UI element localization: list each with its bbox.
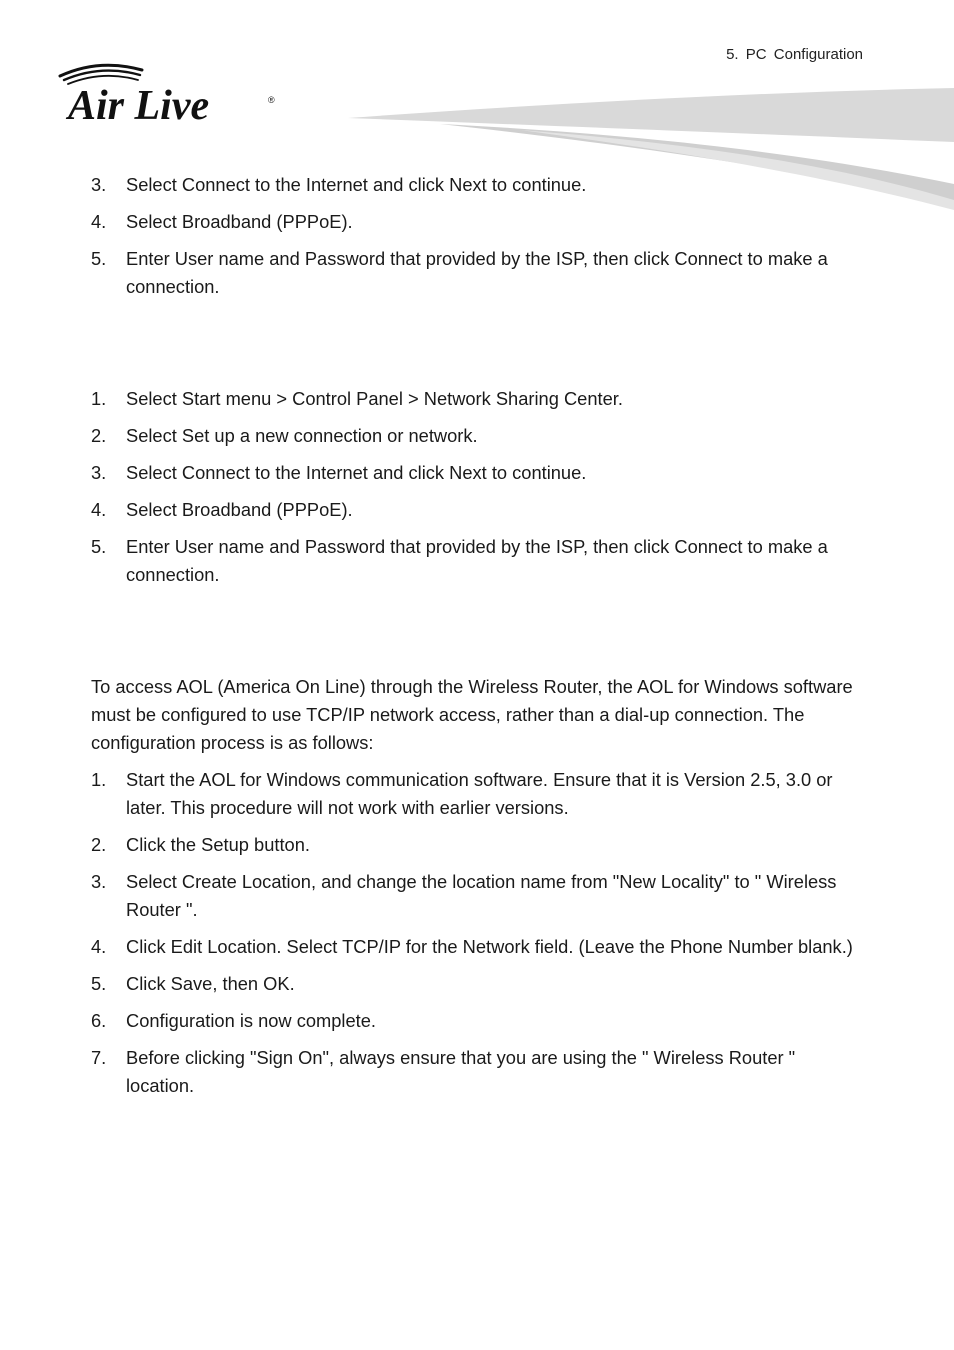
section-aol bbox=[91, 673, 867, 1109]
section-vista-pppoe bbox=[91, 385, 867, 598]
list-item: 4. Select Broadband (PPPoE). bbox=[91, 499, 353, 520]
svg-text:®: ® bbox=[268, 95, 275, 105]
list-item: 5. Enter User name and Password that provided by the ISP, then click Connect to make a connection. bbox=[91, 536, 828, 585]
list-item: 4. Click Edit Location. Select TCP/IP for the Network field. (Leave the Phone Number blank.) bbox=[91, 936, 853, 957]
section-pppoe-continued bbox=[91, 171, 867, 310]
airlive-logo bbox=[54, 58, 284, 126]
section-header-label: 5. PC Configuration bbox=[726, 46, 863, 63]
list-item: 5. Enter User name and Password that provided by the ISP, then click Connect to make a connection. bbox=[91, 248, 828, 297]
list-item: 5. Click Save, then OK. bbox=[91, 973, 295, 994]
list-item: 3. Select Create Location, and change the location name from "New Locality" to " Wireless Router ". bbox=[91, 871, 837, 920]
aol-intro-paragraph: To access AOL (America On Line) through the Wireless Router, the AOL for Windows software must be configured to use TCP/IP network access, rather than a dial-up connection. The configuration process is as follows: bbox=[91, 676, 853, 753]
list-item: 1. Start the AOL for Windows communication software. Ensure that it is Version 2.5, 3.0 or later. This procedure will not work with earlier versions. bbox=[91, 769, 833, 818]
list-item: 7. Before clicking "Sign On", always ensure that you are using the " Wireless Router " location. bbox=[91, 1047, 796, 1096]
list-item: 2. Select Set up a new connection or network. bbox=[91, 425, 478, 446]
list-item: 4. Select Broadband (PPPoE). bbox=[91, 211, 353, 232]
list-item: 2. Click the Setup button. bbox=[91, 834, 310, 855]
list-item: 3. Select Connect to the Internet and click Next to continue. bbox=[91, 462, 587, 483]
list-item: 1. Select Start menu > Control Panel > Network Sharing Center. bbox=[91, 388, 623, 409]
list-item: 3. Select Connect to the Internet and click Next to continue. bbox=[91, 174, 587, 195]
logo-text: Air Live bbox=[68, 83, 210, 126]
list-item: 6. Configuration is now complete. bbox=[91, 1010, 376, 1031]
